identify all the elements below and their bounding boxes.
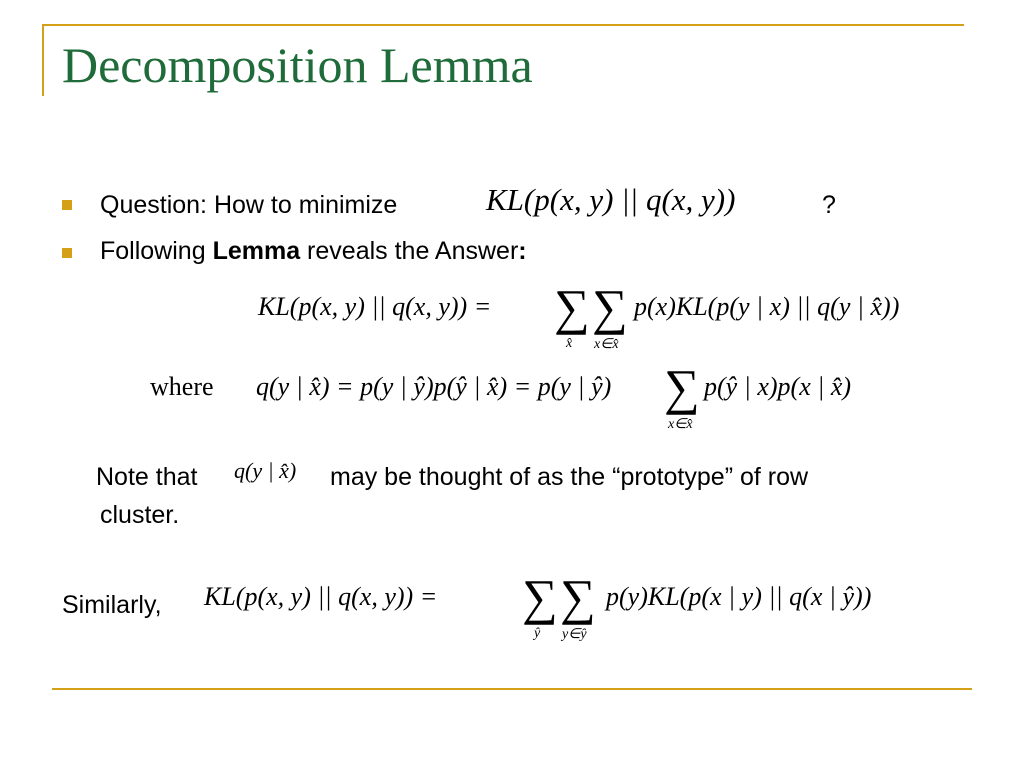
lemma-bold-word: Lemma — [212, 237, 301, 265]
eq1-sub-1: x̂ — [566, 336, 573, 351]
note-formula: q(y | x̂) — [234, 458, 297, 483]
eq2-sum: ∑ — [664, 359, 700, 415]
where-label: where — [150, 372, 214, 401]
question-mark: ? — [822, 191, 836, 219]
similarly-sub-1: ŷ — [534, 626, 541, 641]
bullet-square-icon — [62, 248, 72, 258]
note-prefix: Note that — [96, 463, 198, 491]
similarly-sub-2: y∈ŷ — [562, 627, 587, 642]
similarly-label: Similarly, — [62, 591, 162, 619]
note-line-2: cluster. — [100, 501, 180, 529]
lemma-prefix: Following — [100, 237, 213, 265]
top-accent-line — [42, 24, 964, 26]
note-suffix: may be thought of as the “prototype” of row — [330, 463, 809, 491]
lemma-colon: : — [518, 237, 527, 265]
eq1-sub-2: x∈x̂ — [594, 337, 619, 352]
eq2-expr: q(y | x̂) = p(y | ŷ)p(ŷ | x̂) = p(y | ŷ) — [256, 372, 612, 401]
bottom-accent-line — [52, 688, 972, 690]
similarly-sum-1: ∑ — [522, 569, 558, 625]
eq2-rhs: p(ŷ | x)p(x | x̂) — [704, 372, 852, 401]
bullet-lemma-text — [100, 236, 527, 266]
similarly-sum-2: ∑ — [560, 569, 596, 625]
similarly-lhs: KL(p(x, y) || q(x, y)) = — [204, 582, 438, 611]
lemma-mid: reveals the Answer — [300, 237, 519, 265]
eq1-lhs: KL(p(x, y) || q(x, y)) = — [258, 292, 492, 321]
eq1-sum-2: ∑ — [592, 279, 628, 335]
bullet-question-text: Question: How to minimize — [100, 191, 398, 219]
slide-title: Decomposition Lemma — [62, 37, 533, 93]
eq1-rhs: p(x)KL(p(y | x) || q(y | x̂)) — [634, 292, 900, 321]
kl-formula-inline: KL(p(x, y) || q(x, y)) — [486, 182, 736, 217]
left-accent-line — [42, 24, 44, 96]
bullet-square-icon — [62, 200, 72, 210]
eq1-sum-1: ∑ — [554, 279, 590, 335]
similarly-rhs: p(y)KL(p(x | y) || q(x | ŷ)) — [606, 582, 872, 611]
eq2-sub: x∈x̂ — [668, 417, 693, 432]
